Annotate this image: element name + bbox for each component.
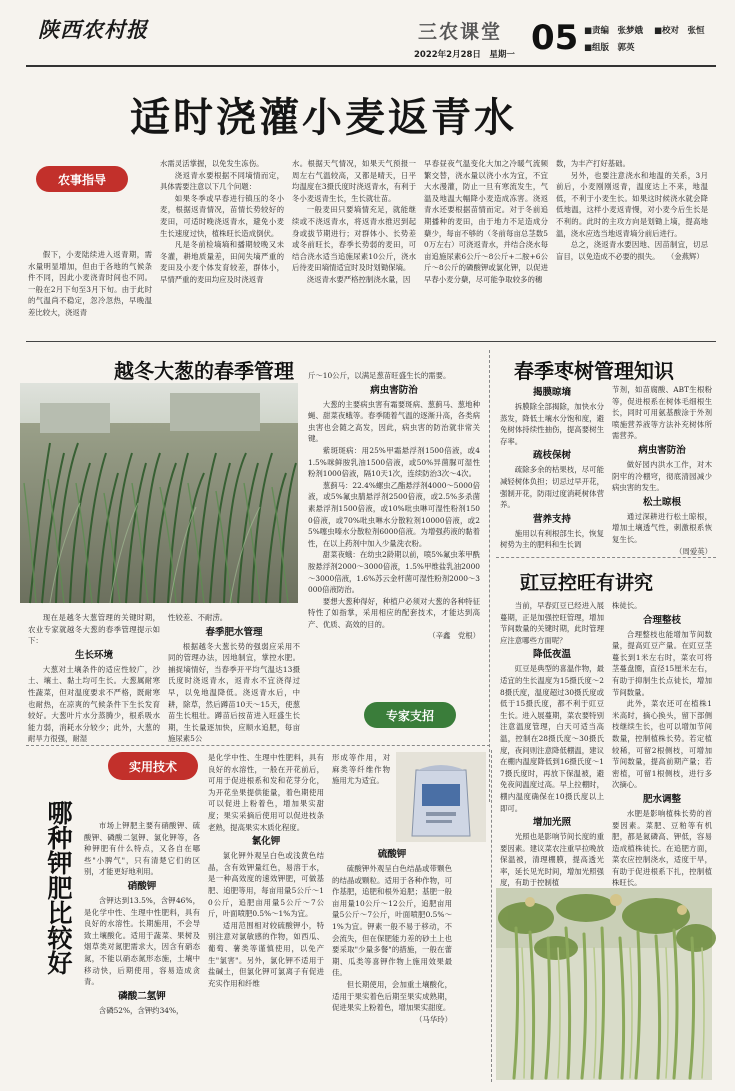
lead-col-2 xyxy=(160,158,284,336)
jujube-title: 春季枣树管理知识 xyxy=(514,359,674,383)
potash-h2: 磷酸二氢钾 xyxy=(118,990,166,1002)
potash-h1: 硝酸钾 xyxy=(127,880,157,892)
lead-col-2-p4: 凡是冬前检墒墒和播期较晚又未冬灌，耕地质量差，田间失墒严重的麦田及小麦个体发育较差，群体小，早情严重的麦田均应及时浇返青 xyxy=(160,240,284,284)
lead-col-3-p1: 水。根据天气情况，如果天气预报一周左右气温较高，又都是晴天，日平均温度在3摄氏度时浇返青水，有利于冬小麦返青生长，生长就壮苗。 xyxy=(292,159,416,203)
potash-col-4 xyxy=(332,846,452,1088)
credit-editor: ■责编 张梦娥 xyxy=(584,26,644,36)
onion-col-3 xyxy=(308,370,480,686)
bean-h4: 肥水调整 xyxy=(642,793,681,805)
potash-t5: 硫酸钾外观呈白色结晶或带颗色的结晶或颗粒。适用于各种作物，可作基肥，追肥和根外追肥；基肥一般亩用量10公斤～12公斤，追肥亩用量5公斤～7公斤，叶面喷肥0.5%～1%为宜。钾素一般不易于移动，不会流失，但在保肥能力差的砂土上也要采取"少量多餐"的措施，一般在蕾期、瓜类等喜钾作物上施用效果最佳。 xyxy=(332,864,452,978)
badge-expert-tips xyxy=(364,702,456,728)
fertilizer-photo xyxy=(396,752,486,842)
lead-col-5-p2: 另外，也要注意浇水和地温的关系，3月前后，小麦刚刚返青，温度达上不来，地温低，不利于小麦生长。如果这时候浇水就会降低地温，这样小麦返青慢，对小麦今后生长是不利的。此时的主攻方向是划锄上墒，提高地温，浇水应选当地返青墒分前后进行。 xyxy=(556,170,708,238)
bean-h1: 降低夜温 xyxy=(532,649,571,661)
lead-col-3 xyxy=(292,158,416,336)
bean-c2-top: 株徒长。 xyxy=(612,601,642,610)
bean-h3: 合理整枝 xyxy=(642,614,681,626)
onion-field-image xyxy=(20,383,298,603)
potash-vertical-title xyxy=(34,800,74,975)
lead-col-2-p2: 浇返青水要根据不同墒情而定，具体需要注意以下几个问题： xyxy=(160,170,284,192)
potash-t3: 氯化钾外观呈白色或浅黄色结晶，含有效钾量红色，易溶于水，是一种高效度的速效钾肥，可做基肥、追肥等用，每亩用量5公斤～10公斤，追肥亩用量5公斤～7公斤，叶面喷肥0.5%～1%为宜。 xyxy=(208,851,324,919)
bean-col-2 xyxy=(612,600,712,888)
page-number: 05 xyxy=(531,18,579,58)
lead-col-4-text: 早春昼夜气温变化大加之冷暖气流频繁交替，浇水量以浇小水为宜，不宜大水漫灌，防止一旦有寒流发生，气温及地温大幅降小麦造成冻害。浇返青水还要根据苗情而定。对于冬前追期播种的麦田，由于地力不足造成分蘖少，每亩不够的（冬前每亩总茎数50万左右）可浇返青水，并结合浇水每亩追施尿素6公斤～8公斤+二胺+6公斤～8公斤的磷酸钾或氯化钾，以促进早春小麦分蘖，尽可能争取较多的穗 xyxy=(424,159,548,284)
jujube-t3: 施用以有利根部生长，恢复树势为主的肥料和生长调 xyxy=(500,528,604,550)
badge-expert-tips-label: 专家支招 xyxy=(385,708,434,723)
badge-practical-tech xyxy=(108,752,198,780)
potash-t6: 但长期使用，会加重土壤酸化，适用于果实着色后期至果实成熟期，促进果实上粉着色，增加果实甜度。 xyxy=(332,979,452,1013)
main-headline: 适时浇灌小麦返青水 xyxy=(130,95,517,141)
potash-intro: 市场上钾肥主要有硝酸钾、硫酸钾、磷酸二氢钾、氯化钾等，各种钾肥有什么特点，又各自在哪些"小脾气"，只有清楚它们的区别，才能更好地利用。 xyxy=(84,821,200,877)
jujube-t5: 做好园内洪水工作，对木阴牢的冷棚穹，彻底清园减少病虫害的发生。 xyxy=(612,459,712,493)
badge-farm-guidance xyxy=(36,166,128,192)
lead-col-1-text: 假下，小麦陆续进入返青期，需水量明显增加，但由于各地的气候条件不同，因此小麦浇青时间也不同。一般在2月下旬至3月下旬。由于此时的气温尚不稳定，忽冷忽热，早晚温差比较大，浇返青 xyxy=(28,250,152,317)
onion-growth-heading: 生长环境 xyxy=(74,649,113,661)
potash-t2: 含磷52%，含钾约34%， xyxy=(98,1005,184,1015)
page-date: 2022年2月28日 星期一 xyxy=(414,50,515,60)
credit-proofreader: ■校对 张恒 xyxy=(654,26,705,36)
onion-pest-heading: 病虫害防治 xyxy=(370,384,418,396)
onion-pest-1: 大葱的主要病虫害有霜要斑病、葱蓟马、葱地种蝇、甜菜夜蛾等。春季随着气温的逐渐升高，各类病虫害也会随之高发，因此，病虫害的防治就非常关键。 xyxy=(308,399,480,444)
masthead xyxy=(0,0,735,66)
onion-title: 越冬大葱的春季管理 xyxy=(114,359,294,383)
bean-t3: 合理整枝也能增加节间数量，提高豇豆产量。在豇豆茎蔓长到1米左右时，菜农可将茎蔓盘圈，直径15厘米左右，有助于抑制生长点徒长，增加节间数量。 xyxy=(612,629,712,697)
credit-layout: ■组版 郭英 xyxy=(584,43,635,53)
onion-col-2-top: 性较差、不耐涝。 xyxy=(168,613,228,622)
onion-pest-3: 葱蓟马：22.4%螺虫乙酯悬浮剂4000～5000倍液，或5%氟虫腈悬浮剂2500倍液，或2.5%多杀菌素悬浮剂1500倍液，或10%吡虫啉可湿性粉剂1500倍液，或70%吡虫啉水分散粒剂10000倍液，或25%噻虫嗪水分散粒剂6000倍液。为增强药液的黏着性，在以上药剂中加入少量洗衣粉。 xyxy=(308,480,480,548)
lead-col-3-p3: 浇返青水要严格控制浇水量，因 xyxy=(306,274,411,284)
lead-col-2-p3: 如果冬季或早春进行镇压的冬小麦，根据返青情况，苗情长势较好的麦田，可适时晚浇返青水，避免小麦生长速度过快，植株旺长造成倒伏。 xyxy=(160,193,284,238)
potash-author: （马华玲） xyxy=(415,1014,452,1024)
jujube-bean-divider xyxy=(496,557,716,558)
lead-col-4 xyxy=(424,158,548,336)
jujube-author: （周爱英） xyxy=(675,546,712,556)
lead-col-1 xyxy=(28,249,152,334)
jujube-col-2 xyxy=(612,384,712,556)
jujube-h3: 营养支持 xyxy=(532,513,571,525)
masthead-rule xyxy=(26,65,716,67)
bean-t5: 水肥是影响植株长势的首要因素。菜肥、豆粕等有机肥，都是氮磷高、钾低，容易造成植株徒长。在追肥方面，菜农应控制浇水，适度干旱，有助于促进根系下扎，控制植株旺长。 xyxy=(612,808,712,888)
bean-h2: 增加光照 xyxy=(532,817,571,829)
jujube-h1: 揭膜晾墒 xyxy=(532,387,571,398)
bean-title: 豇豆控旺有讲究 xyxy=(520,572,654,594)
onion-field-photo xyxy=(20,383,298,603)
bean-intro: 当前，早春豇豆已经进入展蔓期，正是加强控旺管理，增加节间数量的关键时期，此时管理应注意哪些方面呢？ xyxy=(500,601,604,645)
badge-farm-guidance-label: 农事指导 xyxy=(57,172,106,187)
mid-section-divider xyxy=(26,745,490,746)
bean-pods-image xyxy=(496,888,712,1080)
bean-t2: 光照也是影响节间长度的重要因素。建议菜农注重早拉晚放保温被，清理棚膜，提高透光率，延长见光时间，增加光照强度，有助于控制植 xyxy=(500,832,604,888)
potash-h3: 氯化钾 xyxy=(251,836,281,848)
potash-h4: 硫酸钾 xyxy=(377,849,407,860)
potash-c3-top: 形成等作用，对麻类等纤维作物施用尤为适宜。 xyxy=(332,753,390,786)
section-title: 三农课堂 xyxy=(418,21,503,43)
potash-t4: 适用范围相对较硫酸钾小，特别注意对氯敏感的作物，如西瓜、葡萄、薯类等谨慎使用，以免产生"氯害"。另外，氯化钾不适用于盐碱土，但氯化钾可氯离子有促进充实作用和纤维 xyxy=(208,920,324,988)
jujube-h4: 病虫害防治 xyxy=(638,444,686,456)
onion-author: （辛鑫 党根） xyxy=(428,631,480,641)
jujube-h2: 疏枝保树 xyxy=(532,450,571,462)
potash-c2: 是化学中性、生理中性肥料，具有良好的水溶性，一般在开花前后，可用于促进根系和发和花芽分化，为开花坐果提供能量，着色期使用可以促进上粉着色，增加果实甜度；果实采摘后使用可以促进枝条老熟，提高果实木质化程度。 xyxy=(208,753,324,832)
onion-growth-text: 大葱对土壤条件的适应性较广，沙土、壤土、黏土均可生长。大葱属耐寒性蔬菜，但对温度要求不严格，既耐寒也耐热，在凉爽的气候条件下生长发育较好。大葱叶片水分蒸腾少，根系吸水能力弱，消耗水分较少；此外，大葱的耐旱力很强，耐湿 xyxy=(28,664,160,744)
paper-logo: 陕西农村报 xyxy=(38,17,148,42)
onion-col-3-top: 斤～10公斤，以满足葱苗旺盛生长的需要。 xyxy=(308,371,451,380)
potash-bean-divider xyxy=(491,750,492,1082)
jujube-t2: 疏除多余的枯果枝，尽可能减轻树体负担；切忌过早开花，强制开花，防雨过度消耗树体营养。 xyxy=(500,465,604,510)
onion-pest-5: 要想大葱种得好，种植户必须对大葱的各种特征特性了如指掌，采用相应的配套技术，才能达到高产、优质、高效的目的。 xyxy=(308,596,480,629)
onion-fert-heading: 春季肥水管理 xyxy=(205,626,263,638)
onion-jujube-divider xyxy=(489,350,490,802)
onion-fert-text: 根据越冬大葱长势的强弱应采用不同的管理办法，因地制宜，掌控水肥。捕捉墒情好，当春季开平均气温达13摄氏度时浇返青水，返青水不宜浇得过早，以免地温降低。浇返青水后，中耕，除草，然后蹲苗10天～15天，使葱苗生长粗壮。蹲苗后按苗进入旺盛生长期，生长量逐加快，应顺水追肥，每亩施尿素5公 xyxy=(168,641,300,744)
jujube-t1: 拆膜除全部揭除，加快水分蒸发，降低土壤水分饱和度，避免树体持续性抽伤，提高要树生存率。 xyxy=(500,402,604,446)
potash-col-3 xyxy=(332,752,390,842)
potash-t1: 含钾达到13.5%，含钾46%，是化学中性、生理中性肥料，具有良好的水溶性。长期施用，不会导致土壤酸化。适用于蔬菜、果树及烟草类对氮肥需求大，因含有硝态氮，不能以硝态氮形态施，土壤中移动快，后期使用，容易造成贪青。 xyxy=(84,895,200,987)
bean-t1: 豇豆是典型的喜温作物，最适宜的生长温度为15摄氏度～28摄氏度，温度超过30摄氏度或低于15摄氏度，都不利于豇豆生长。进入展蔓期，菜农要特别注意温度管理，白天可适当高温，控制在28摄氏度～30摄氏度，夜间则注意降低棚温，建议在棚内温度降低到16摄氏度～17摄氏度时，再放下保温被，避免夜间温度过高。早上拉棚时，棚内温度确保在10摄氏度以上即可。 xyxy=(500,664,604,813)
lead-col-5 xyxy=(556,158,708,336)
bean-t4: 此外，菜农还可在植株1米高时，摘心换头，留下部侧枝继续生长，也可以增加节间数量，控制植株长势。若定植较稀，可留2根侧枝，可增加节间数量，提高前期产量；若密植，可留1根侧枝，进行多次摘心。 xyxy=(612,699,712,790)
bean-photo xyxy=(496,888,712,1080)
onion-pest-2: 紫斑斑病：用25%甲霜悬浮剂1500倍液，或41.5%咪鲜胺乳油1500倍液，或50%异菌脲可湿性粉剂1000倍液，隔10天1次，连续防治3次～4次。 xyxy=(308,445,480,479)
lead-bottom-rule xyxy=(26,341,716,342)
fertilizer-bag-image xyxy=(396,752,486,842)
lead-col-5-p3: 总之，浇返青水要因地、因苗制宜，切忌盲目，以免造成不必要的损失。 （金燕辉） xyxy=(556,240,708,261)
jujube-h5: 松土晾根 xyxy=(642,496,681,508)
jujube-t4: 节剂，如苗腐酸、ABT生根粉等，促进根系在树体毛细根生长，同时可用氨基酸涂于外剂喷施营养液等方法补充树体所需营养。 xyxy=(612,385,712,441)
onion-pest-4: 甜菜夜蛾：在幼虫2龄期以前，喷5%氟虫苯甲酰胺悬浮剂2000～3000倍液，1.5%甲维盐乳油2000～3000倍液，1.6%苏云金杆菌可湿性粉剂2000～3000倍液防治。 xyxy=(308,550,480,595)
jujube-col-1 xyxy=(500,384,604,552)
lead-col-2-p1: 水需灵活掌握，以免发生冻伤。 xyxy=(160,159,264,168)
badge-practical-tech-label: 实用技术 xyxy=(128,759,177,774)
potash-vertical-title-text: 哪种钾肥比较好 xyxy=(44,800,73,975)
potash-col-2 xyxy=(208,752,324,1088)
potash-col-1 xyxy=(84,820,200,1088)
lead-col-5-p1: 数，为丰产打好基础。 xyxy=(556,159,630,168)
lead-col-3-p2: 一般麦田只要墒情充足，就能继续或不浇返青水，将返青水推迟到起身或拔节期进行；对群体小、长势差或冬前旺长，春季长势弱的麦田，可结合浇水适当追施尿素10公斤，浇水后待麦田墒情适宜时及时划锄保墒。 xyxy=(292,205,416,273)
onion-intro: 现在是越冬大葱管理的关键时期，农业专家就越冬大葱的春季管理提示如下： xyxy=(28,613,160,646)
jujube-t6: 通过深耕进行松土晾根，增加土壤透气性，刺激根系恢复生长。 xyxy=(612,511,712,544)
